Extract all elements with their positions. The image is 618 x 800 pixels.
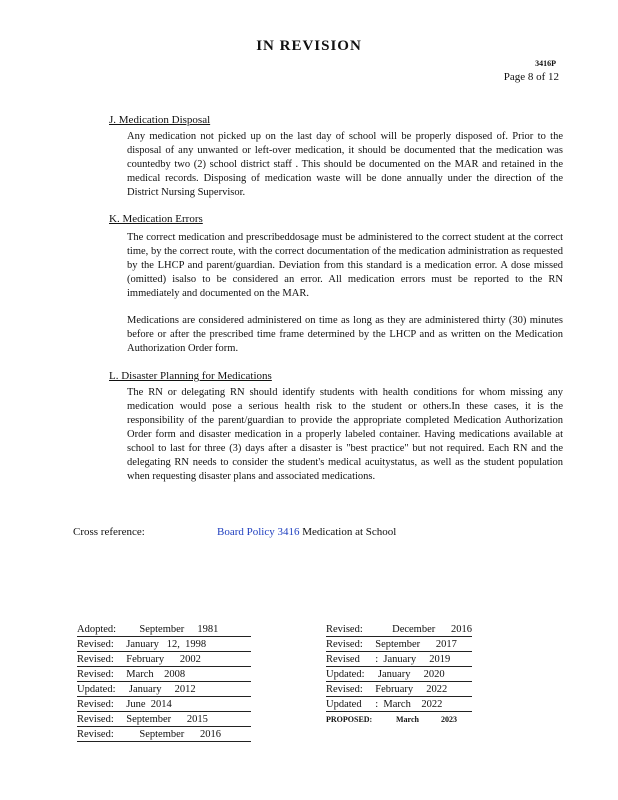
history-row xyxy=(77,698,251,712)
history-label: Revised xyxy=(326,654,360,665)
history-date: March 2008 xyxy=(121,669,186,680)
history-date: March 2023 xyxy=(370,715,457,724)
history-label: Updated: xyxy=(77,684,116,695)
history-date: January 2020 xyxy=(370,669,445,680)
history-date: December 2016 xyxy=(365,624,472,635)
history-row xyxy=(77,638,251,652)
history-date: January 12, 1998 xyxy=(121,639,207,650)
history-label: Adopted: xyxy=(77,624,117,635)
history-row xyxy=(77,713,251,727)
policy-code: 3416P xyxy=(535,59,556,68)
history-label: Revised: xyxy=(77,729,114,740)
history-date: January 2012 xyxy=(121,684,196,695)
history-date: September 1981 xyxy=(121,624,219,635)
history-date: September 2015 xyxy=(121,714,208,725)
revision-history-left xyxy=(77,623,251,743)
history-date: September 2016 xyxy=(121,729,222,740)
section-j-heading: J. Medication Disposal xyxy=(109,114,211,126)
history-label: Revised: xyxy=(77,639,114,650)
history-label: PROPOSED: xyxy=(326,715,373,724)
history-row xyxy=(326,683,472,697)
history-label: Revised: xyxy=(77,714,114,725)
history-date: September 2017 xyxy=(370,639,457,650)
history-row xyxy=(326,668,472,682)
history-label: Revised: xyxy=(77,654,114,665)
history-label: Updated: xyxy=(326,669,365,680)
page-number: Page 8 of 12 xyxy=(503,71,559,83)
history-label: Revised: xyxy=(326,624,363,635)
history-row xyxy=(326,698,472,712)
history-date: : March 2022 xyxy=(370,699,443,710)
history-row xyxy=(326,653,472,667)
history-row xyxy=(77,728,251,742)
section-k-text-2: Medications are considered administered on time as long as they are administered thirty (30) minutes before or after the prescribed time frame determined by the LHCP and as written on the Medication Authorization Order form. xyxy=(127,315,563,354)
history-date: February 2002 xyxy=(121,654,201,665)
history-date: June 2014 xyxy=(121,699,172,710)
section-k-text-1: The correct medication and prescribeddosage must be administered to the correct student at the correct time, by the correct route, with the correct documentation of the medication administration as requested by the LHCP and parent/guardian. Deviation from this standard is a medication error. A dose missed (omitted) isalso to be considered an error. All medication errors must be reported to the RN immediately and documented on the MAR. xyxy=(127,232,563,299)
cross-reference-title: Medication at School xyxy=(302,526,397,538)
history-row xyxy=(77,623,251,637)
history-label: Revised: xyxy=(326,639,363,650)
section-l-heading: L. Disaster Planning for Medications xyxy=(109,370,272,382)
section-k-heading: K. Medication Errors xyxy=(109,213,203,225)
history-row xyxy=(326,713,472,726)
history-row xyxy=(77,683,251,697)
section-l-text: The RN or delegating RN should identify students with health conditions for whom missing any medication would pose a serious health risk to the student or others.In these cases, it is the responsibility of the parent/guardian to provide the appropriate completed Medication Authorization Order form and disaster medication in a properly labeled container. Having medications available at school to last for three (3) days after a disaster is "best practice" but not required. Each RN and the delegating RN needs to consider the student's medical acuitystatus, as well as the student population when requesting disaster plans and associated medications. xyxy=(127,387,563,482)
history-label: Revised: xyxy=(326,684,363,695)
history-label: Revised: xyxy=(77,699,114,710)
revision-history-right xyxy=(326,623,472,727)
history-row xyxy=(326,623,472,637)
history-row xyxy=(77,668,251,682)
history-row xyxy=(77,653,251,667)
cross-reference-label: Cross reference: xyxy=(73,526,145,538)
section-j-text: Any medication not picked up on the last day of school will be properly disposed of. Prior to the disposal of any unwanted or left-over medication, it should be documented that the medication was countedby two (2) school district staff . This should be documented on the MAR and retained in the medical records. Disposing of medication waste will be done annually under the direction of the District Nursing Supervisor. xyxy=(127,131,563,198)
cross-reference xyxy=(73,526,396,538)
history-date: : January 2019 xyxy=(370,654,451,665)
board-policy-link[interactable]: Board Policy 3416 xyxy=(217,526,300,538)
history-row xyxy=(326,638,472,652)
history-label: Revised: xyxy=(77,669,114,680)
history-label: Updated xyxy=(326,699,362,710)
document-title: IN REVISION xyxy=(256,38,362,54)
history-date: February 2022 xyxy=(370,684,448,695)
